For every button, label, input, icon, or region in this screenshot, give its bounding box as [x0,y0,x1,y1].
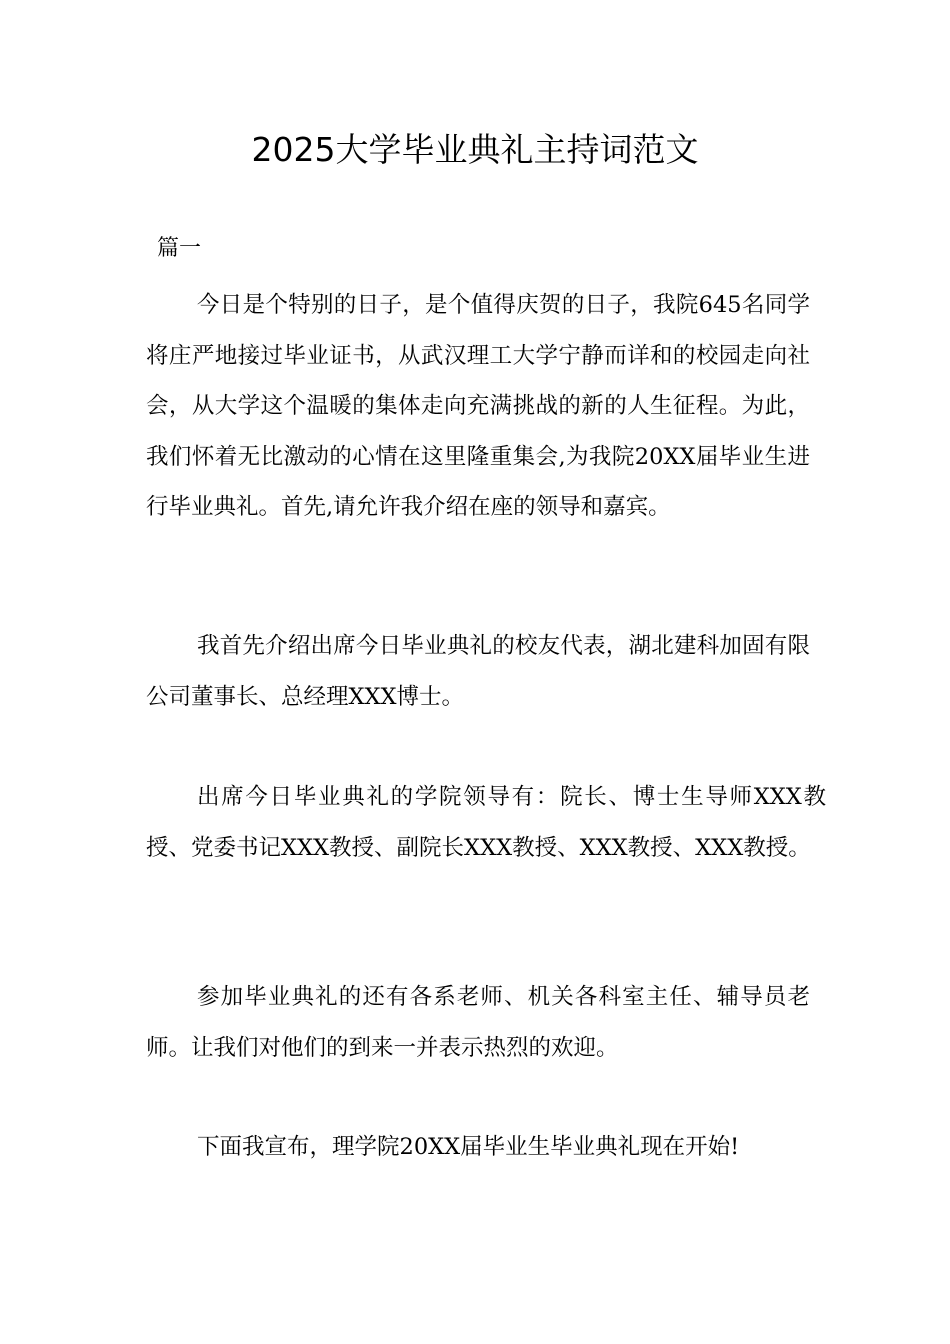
paragraph-alumni: 我首先介绍出席今日毕业典礼的校友代表，湖北建科加固有限公司董事长、总经理XXX博士。 [146,633,810,710]
paragraph-leaders: 出席今日毕业典礼的学院领导有：院长、博士生导师XXX教授、党委书记XXX教授、副院长XXX教授、XXX教授、XXX教授。 [146,784,826,861]
paragraph-opening: 今日是个特别的日子，是个值得庆贺的日子，我院645名同学将庄严地接过毕业证书，从武汉理工大学宁静而详和的校园走向社会，从大学这个温暖的集体走向充满挑战的新的人生征程。为此，我们怀着无比激动的心情在这里隆重集会,为我院20XX届毕业生进行毕业典礼。首先,请允许我介绍在座的领导和嘉宾。 [146,292,810,520]
document-title: 2025大学毕业典礼主持词范文 [251,130,699,169]
paragraph-announcement: 下面我宣布，理学院20XX届毕业生毕业典礼现在开始! [197,1134,740,1160]
section-label: 篇一 [157,236,202,261]
paragraph-teachers: 参加毕业典礼的还有各系老师、机关各科室主任、辅导员老师。让我们对他们的到来一并表示热烈的欢迎。 [146,984,810,1061]
